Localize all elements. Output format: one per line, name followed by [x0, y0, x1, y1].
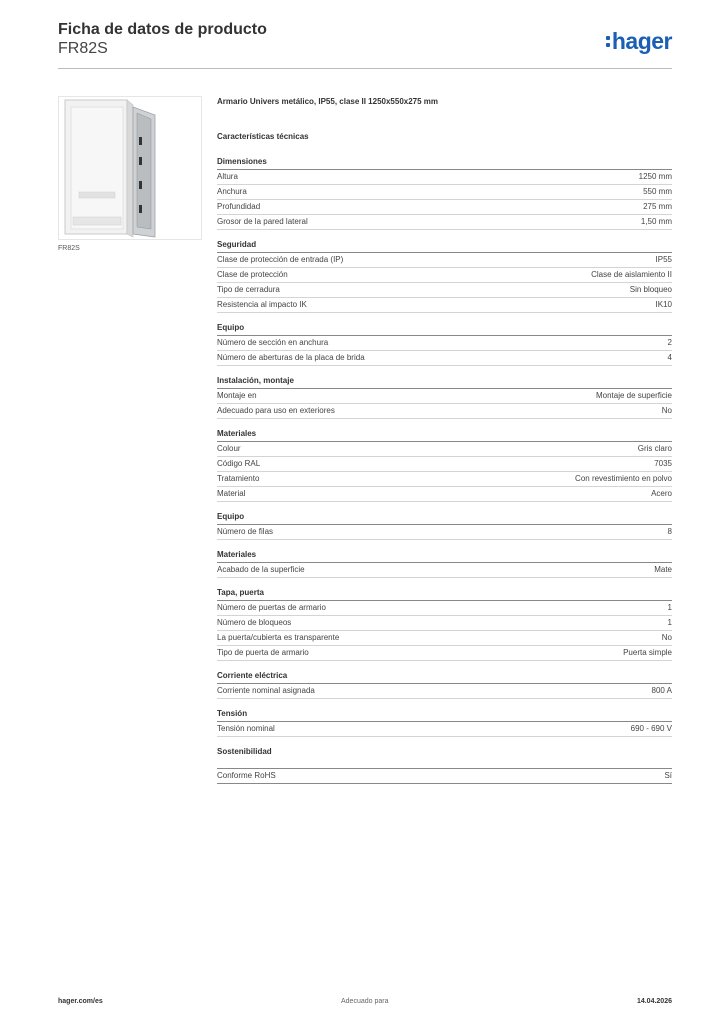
- section-sostenibilidad: [217, 746, 672, 784]
- spec-label: Clase de protección: [217, 270, 288, 279]
- spec-row: [217, 185, 672, 200]
- spec-value: Con revestimiento en polvo: [575, 474, 672, 483]
- spec-row: [217, 631, 672, 646]
- spec-value: 1: [667, 603, 672, 612]
- page-footer: [58, 998, 672, 1010]
- spec-value: Clase de aislamiento II: [591, 270, 672, 279]
- section-tension: [217, 708, 672, 737]
- spec-row: [217, 601, 672, 616]
- tech-characteristics-heading: Características técnicas: [217, 132, 309, 141]
- cabinet-illustration-icon: [59, 97, 201, 239]
- section-title: Materiales: [217, 428, 672, 442]
- spec-value: 275 mm: [643, 202, 672, 211]
- spec-value: IK10: [655, 300, 672, 309]
- spec-label: Tratamiento: [217, 474, 260, 483]
- footer-date: 14.04.2026: [636, 998, 672, 1005]
- spec-label: Altura: [217, 172, 238, 181]
- spec-row: [217, 525, 672, 540]
- spec-label: Montaje en: [217, 391, 257, 400]
- spec-value: 1: [667, 618, 672, 627]
- spec-label: Número de filas: [217, 527, 274, 536]
- spec-label: Número de sección en anchura: [217, 338, 329, 347]
- spec-label: Profundidad: [217, 202, 261, 211]
- section-title: Equipo: [217, 322, 672, 336]
- product-image: [58, 96, 202, 240]
- spec-row: [217, 472, 672, 487]
- spec-label: Tensión nominal: [217, 724, 275, 733]
- spec-value: 550 mm: [643, 187, 672, 196]
- spec-value: 690 - 690 V: [630, 724, 672, 733]
- section-title: Instalación, montaje: [217, 375, 672, 389]
- spec-label: Colour: [217, 444, 241, 453]
- spec-label: Número de bloqueos: [217, 618, 292, 627]
- footer-note: Adecuado para: [341, 998, 389, 1005]
- spec-label: Número de puertas de armario: [217, 603, 326, 612]
- spec-row: [217, 268, 672, 283]
- spec-row: [217, 457, 672, 472]
- spec-content: [217, 96, 672, 793]
- page-header: [58, 20, 672, 68]
- header-divider: [58, 68, 672, 69]
- spec-value: 800 A: [651, 686, 672, 695]
- spec-value: 1250 mm: [638, 172, 672, 181]
- spec-label: Material: [217, 489, 246, 498]
- spec-row: [217, 646, 672, 661]
- spec-row: [217, 200, 672, 215]
- spec-label: Tipo de cerradura: [217, 285, 280, 294]
- logo-dots-icon: [606, 36, 610, 47]
- spec-row: [217, 283, 672, 298]
- section-corriente-electrica: [217, 670, 672, 699]
- spec-value: 8: [667, 527, 672, 536]
- spec-row: [217, 253, 672, 268]
- section-instalacion-montaje: [217, 375, 672, 419]
- spec-label: Número de aberturas de la placa de brida: [217, 353, 365, 362]
- spec-row: [217, 684, 672, 699]
- document-title: Ficha de datos de producto: [58, 21, 267, 38]
- spec-row: [217, 389, 672, 404]
- spec-label: Conforme RoHS: [217, 771, 276, 780]
- spec-row: [217, 351, 672, 366]
- spec-row: [217, 722, 672, 737]
- spec-row: [217, 215, 672, 230]
- spec-value: IP55: [655, 255, 672, 264]
- spec-label: Acabado de la superficie: [217, 565, 305, 574]
- spec-label: Corriente nominal asignada: [217, 686, 315, 695]
- spec-label: Adecuado para uso en exteriores: [217, 406, 335, 415]
- spec-label: Grosor de la pared lateral: [217, 217, 308, 226]
- section-seguridad: [217, 239, 672, 313]
- logo-text: hager: [611, 28, 672, 54]
- product-code: FR82S: [58, 40, 108, 57]
- spec-row: [217, 298, 672, 313]
- section-materiales: [217, 428, 672, 502]
- section-title: Tensión: [217, 708, 672, 722]
- spec-label: La puerta/cubierta es transparente: [217, 633, 340, 642]
- spec-row: [217, 769, 672, 784]
- spec-value: 1,50 mm: [640, 217, 672, 226]
- spec-row: [217, 616, 672, 631]
- spec-value: Gris claro: [637, 444, 672, 453]
- spec-row: [217, 336, 672, 351]
- spec-value: Sí: [664, 771, 672, 780]
- spec-value: 2: [667, 338, 672, 347]
- spec-value: 4: [667, 353, 672, 362]
- spec-value: No: [661, 406, 672, 415]
- section-title: Equipo: [217, 511, 672, 525]
- section-materiales-2: [217, 549, 672, 578]
- spec-row: [217, 563, 672, 578]
- section-title: Corriente eléctrica: [217, 670, 672, 684]
- image-caption: FR82S: [58, 245, 80, 252]
- spec-row: [217, 442, 672, 457]
- section-equipo-2: [217, 511, 672, 540]
- spec-value: Acero: [651, 489, 672, 498]
- spec-value: No: [661, 633, 672, 642]
- spec-value: Puerta simple: [623, 648, 672, 657]
- section-title: Materiales: [217, 549, 672, 563]
- spec-value: 7035: [654, 459, 672, 468]
- hager-logo: [606, 28, 672, 55]
- spec-value: Sin bloqueo: [629, 285, 672, 294]
- spec-row: [217, 404, 672, 419]
- spec-label: Código RAL: [217, 459, 261, 468]
- section-title: Tapa, puerta: [217, 587, 672, 601]
- section-title: Seguridad: [217, 239, 672, 253]
- spec-label: Resistencia al impacto IK: [217, 300, 307, 309]
- spec-row: [217, 170, 672, 185]
- section-equipo: [217, 322, 672, 366]
- section-tapa-puerta: [217, 587, 672, 661]
- section-dimensiones: [217, 156, 672, 230]
- section-title: Dimensiones: [217, 156, 672, 170]
- spec-label: Anchura: [217, 187, 247, 196]
- spec-value: Montaje de superficie: [595, 391, 672, 400]
- section-title: Sostenibilidad: [217, 746, 672, 769]
- footer-website[interactable]: hager.com/es: [58, 998, 103, 1005]
- spec-label: Tipo de puerta de armario: [217, 648, 309, 657]
- spec-value: Mate: [654, 565, 672, 574]
- product-description: Armario Univers metálico, IP55, clase II 1250x550x275 mm: [217, 97, 439, 106]
- spec-row: [217, 487, 672, 502]
- spec-label: Clase de protección de entrada (IP): [217, 255, 344, 264]
